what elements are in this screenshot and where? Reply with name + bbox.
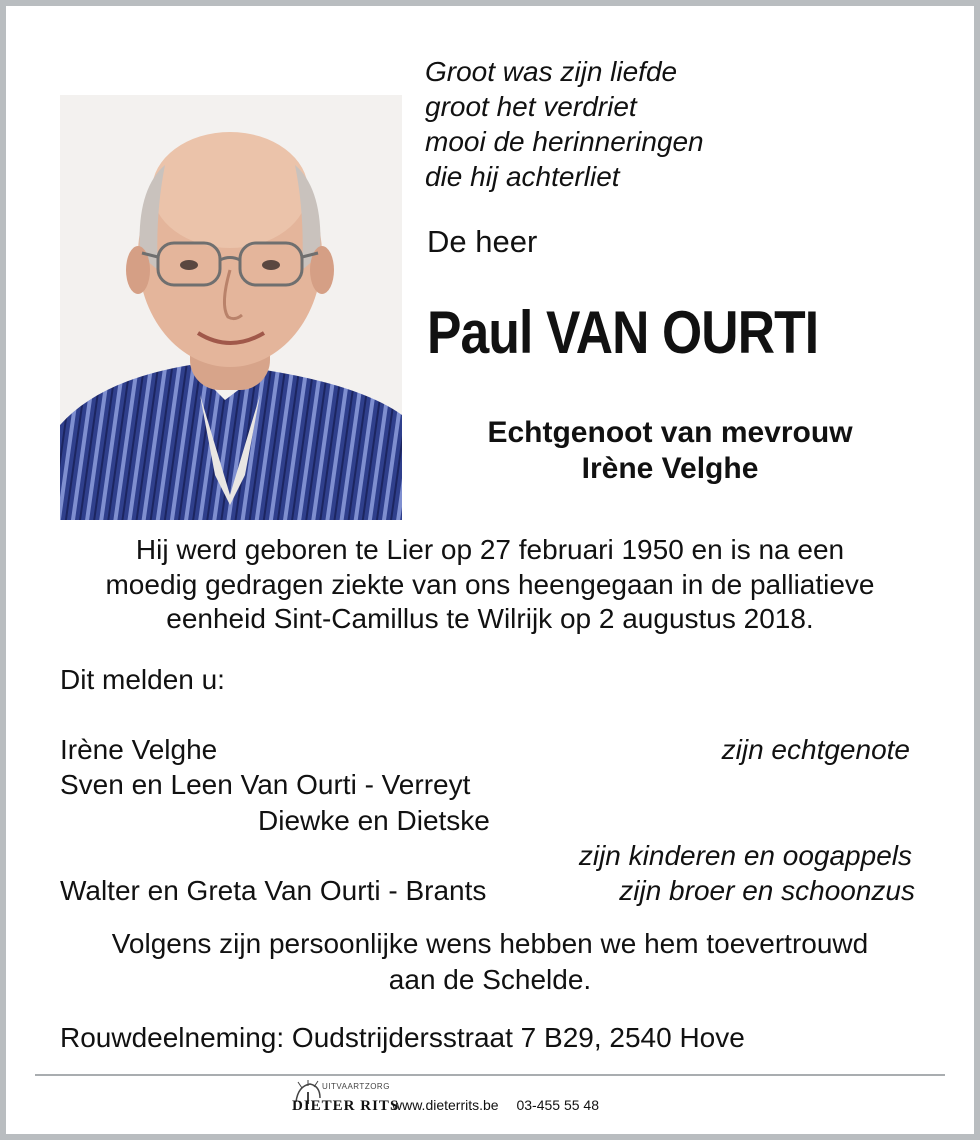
family-children-name: Sven en Leen Van Ourti - Verreyt xyxy=(60,769,471,800)
biography xyxy=(40,533,940,637)
logo-name: DIETER RITS xyxy=(292,1098,400,1114)
logo-subtitle: UITVAARTZORG xyxy=(322,1082,390,1091)
family-grandchildren-name: Diewke en Dietske xyxy=(258,805,490,836)
poem-line: mooi de herinneringen xyxy=(425,126,704,157)
honorific: De heer xyxy=(427,224,538,259)
poem-line: groot het verdriet xyxy=(425,91,637,122)
family-spouse-name: Irène Velghe xyxy=(60,734,218,765)
family-brother-name: Walter en Greta Van Ourti - Brants xyxy=(60,875,487,906)
portrait-photo xyxy=(60,95,402,520)
bio-line: Hij werd geboren te Lier op 27 februari 1950 en is na een xyxy=(135,534,845,565)
wish-line: aan de Schelde. xyxy=(388,964,592,995)
poem-line: Groot was zijn liefde xyxy=(425,56,678,87)
spouse-block xyxy=(420,415,920,487)
footer-phone: 03-455 55 48 xyxy=(516,1097,600,1113)
bio-line: moedig gedragen ziekte van ons heengegaan in de palliatieve xyxy=(105,568,875,600)
poem xyxy=(425,54,704,194)
poem-line: die hij achterliet xyxy=(425,161,620,192)
family-children-relation: zijn kinderen en oogappels xyxy=(578,840,912,871)
deceased-name: Paul VAN OURTI xyxy=(427,299,819,366)
final-wish xyxy=(40,926,940,998)
footer-website: www.dieterrits.be xyxy=(392,1097,499,1113)
portrait-illustration xyxy=(60,95,402,520)
bio-line: eenheid Sint-Camillus te Wilrijk op 2 augustus 2018. xyxy=(166,603,814,634)
condolence-address: Rouwdeelneming: Oudstrijdersstraat 7 B29, 2540 Hove xyxy=(60,1022,745,1053)
spouse-name: Irène Velghe xyxy=(581,452,759,485)
footer-contact xyxy=(392,1097,613,1113)
spouse-line: Echtgenoot van mevrouw xyxy=(487,416,853,449)
wish-line: Volgens zijn persoonlijke wens hebben we hem toevertrouwd xyxy=(111,928,869,959)
announcement-intro: Dit melden u: xyxy=(60,664,225,695)
family-brother-relation: zijn broer en schoonzus xyxy=(619,875,915,906)
family-spouse-relation: zijn echtgenote xyxy=(721,734,910,765)
footer-divider xyxy=(35,1074,945,1076)
